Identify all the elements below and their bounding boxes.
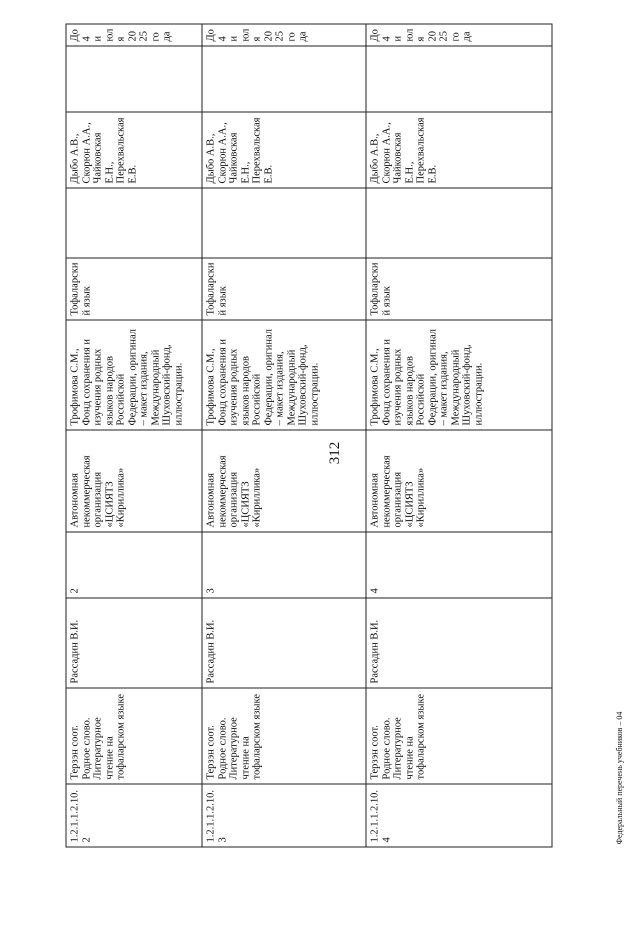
- table-row: [66, 24, 202, 847]
- cell-empty: [202, 188, 366, 258]
- cell-experts: Дыбо А.В., Скорюн А.А., Чайковская Е.Н., Перехвальская Е.В.: [66, 112, 202, 188]
- table-row: [202, 24, 366, 847]
- cell-author: Рассадин В.И.: [366, 598, 552, 688]
- cell-publisher: Автономная некоммерческая организация «ЦСИЯТЗ «Кириллика»: [202, 430, 366, 532]
- cell-publisher: Автономная некоммерческая организация «ЦСИЯТЗ «Кириллика»: [66, 430, 202, 532]
- cell-deadline: До 4 июля 2025 года: [366, 24, 552, 46]
- cell-grade: 3: [202, 532, 366, 598]
- cell-empty: [66, 46, 202, 112]
- textbook-table: [65, 24, 551, 847]
- cell-experts: Дыбо А.В., Скорюн А.А., Чайковская Е.Н., Перехвальская Е.В.: [366, 112, 552, 188]
- cell-language: Тофаларский язык: [202, 258, 366, 320]
- cell-grade: 2: [66, 532, 202, 598]
- cell-language: Тофаларский язык: [66, 258, 202, 320]
- cell-rightholder: Трофимова С.М., Фонд сохранения и изучения родных языков народов Российской Федерации, оригинал – макет издания, Международный Шуховский-фонд, иллюстрации.: [202, 320, 366, 430]
- cell-deadline: До 4 июля 2025 года: [66, 24, 202, 46]
- cell-empty: [366, 46, 552, 112]
- cell-experts: Дыбо А.В., Скорюн А.А., Чайковская Е.Н., Перехвальская Е.В.: [202, 112, 366, 188]
- cell-author: Рассадин В.И.: [202, 598, 366, 688]
- cell-empty: [202, 46, 366, 112]
- page-number: 312: [327, 441, 343, 465]
- cell-rightholder: Трофимова С.М., Фонд сохранения и изучения родных языков народов Российской Федерации, оригинал – макет издания, Международный Шуховский-фонд, иллюстрации.: [66, 320, 202, 430]
- cell-empty: [366, 188, 552, 258]
- cell-title: Терзэн соот. Родное слово. Литературное чтение на тофаларском языке: [66, 688, 202, 784]
- footer-text: Федеральный перечень учебников – 04: [615, 711, 624, 845]
- textbook-list-table: [65, 23, 552, 847]
- cell-grade: 4: [366, 532, 552, 598]
- cell-rightholder: Трофимова С.М., Фонд сохранения и изучения родных языков народов Российской Федерации, оригинал – макет издания, Международный Шуховский-фонд, иллюстрации.: [366, 320, 552, 430]
- cell-publisher: Автономная некоммерческая организация «ЦСИЯТЗ «Кириллика»: [366, 430, 552, 532]
- cell-title: Терзэн соот. Родное слово. Литературное чтение на тофаларском языке: [366, 688, 552, 784]
- cell-author: Рассадин В.И.: [66, 598, 202, 688]
- cell-title: Терзэн соот. Родное слово. Литературное чтение на тофаларском языке: [202, 688, 366, 784]
- cell-code: 1.2.1.1.2.10.2: [66, 784, 202, 847]
- cell-code: 1.2.1.1.2.10.3: [202, 784, 366, 847]
- cell-deadline: До 4 июля 2025 года: [202, 24, 366, 46]
- cell-language: Тофаларский язык: [366, 258, 552, 320]
- cell-empty: [66, 188, 202, 258]
- table-row: [366, 24, 552, 847]
- cell-code: 1.2.1.1.2.10.4: [366, 784, 552, 847]
